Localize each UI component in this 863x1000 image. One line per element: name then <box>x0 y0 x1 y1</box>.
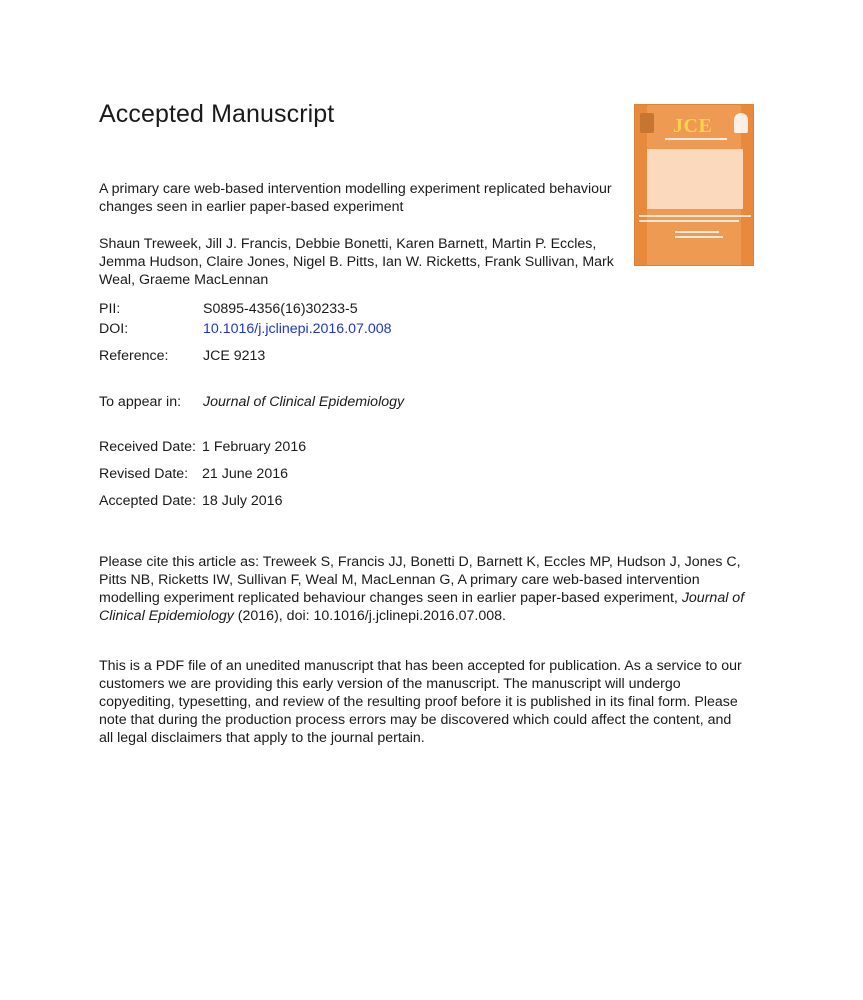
pii-label: PII: <box>99 301 121 317</box>
publisher-emblem-icon <box>640 113 654 133</box>
reference-label: Reference: <box>99 348 169 364</box>
citation-text: Please cite this article as: Treweek S, Francis JJ, Bonetti D, Barnett K, Eccles MP, Hudson J, Jones C, Pitts NB, Ricketts IW, Sullivan F, Weal M, MacLennan G, A primary care web-based intervention modelling experiment replicated behaviour changes seen in earlier paper-based experiment, <box>99 554 741 606</box>
citation-doi: (2016), doi: 10.1016/j.jclinepi.2016.07.008. <box>233 608 506 624</box>
cover-panel <box>647 149 743 209</box>
appear-in-label: To appear in: <box>99 394 182 410</box>
received-date-label: Received Date: <box>99 439 196 455</box>
cover-text-line <box>639 220 739 222</box>
article-title: A primary care web-based intervention modelling experiment replicated behaviour changes seen in earlier paper-based experiment <box>99 181 612 215</box>
society-emblem-icon <box>734 113 748 133</box>
pii-value: S0895-4356(16)30233-5 <box>203 301 358 317</box>
citation-journal: Journal of Clinical Epidemiology <box>99 590 745 624</box>
journal-name: Journal of Clinical Epidemiology <box>203 394 405 410</box>
accepted-date-value: 18 July 2016 <box>202 493 283 509</box>
accepted-date-label: Accepted Date: <box>99 493 197 509</box>
cover-text-line <box>675 236 723 238</box>
revised-date-label: Revised Date: <box>99 466 189 482</box>
journal-cover-image <box>634 104 754 266</box>
cover-logo: JCE <box>673 115 713 137</box>
revised-date-value: 21 June 2016 <box>202 466 288 482</box>
author-list: Shaun Treweek, Jill J. Francis, Debbie Bonetti, Karen Barnett, Martin P. Eccles, Jemma Hudson, Claire Jones, Nigel B. Pitts, Ian W. Ricketts, Frank Sullivan, Mark Weal, Graeme MacLennan <box>99 236 614 288</box>
doi-link[interactable]: 10.1016/j.jclinepi.2016.07.008 <box>203 321 392 337</box>
page-heading: Accepted Manuscript <box>99 100 335 128</box>
cover-text-line <box>675 231 719 233</box>
disclaimer-paragraph: This is a PDF file of an unedited manuscript that has been accepted for publication. As a service to our customers we are providing this early version of the manuscript. The manuscript will undergo copyediting, typesetting, and review of the resulting proof before it is published in its final form. Please note that during the production process errors may be discovered which could affect the content, and all legal disclaimers that apply to the journal pertain. <box>99 658 742 746</box>
cover-subtitle-line <box>665 138 727 140</box>
doi-label: DOI: <box>99 321 129 337</box>
received-date-value: 1 February 2016 <box>202 439 307 455</box>
cover-text-line <box>639 215 751 217</box>
citation-paragraph <box>99 553 749 625</box>
reference-value: JCE 9213 <box>203 348 266 364</box>
